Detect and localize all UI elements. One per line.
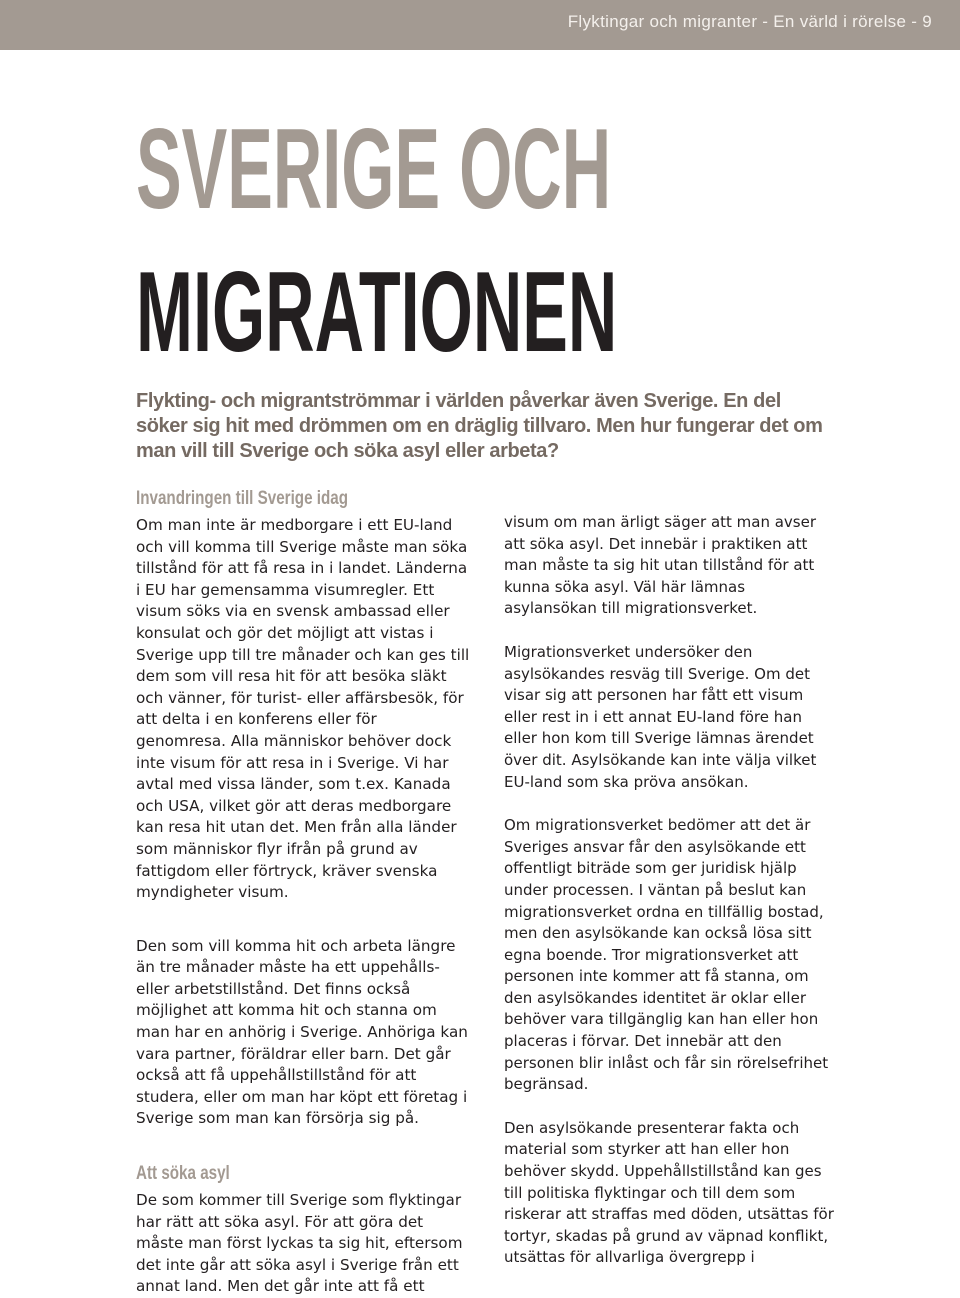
section-heading-asylum: Att söka asyl [136, 1163, 230, 1185]
body-paragraph: Migrationsverket undersöker den asylsökandes resväg till Sverige. Om det visar sig att personen har fått ett visum eller rest in i ett annat EU-land före han eller hon kom till Sverige lämnas ärendet över dit. Asylsökande kan inte välja vilket EU-land som ska pröva ansökan. [504, 642, 817, 791]
body-paragraph: visum om man ärligt säger att man avser att söka asyl. Det innebär i praktiken att man måste ta sig hit utan tillstånd för att kunna söka asyl. Väl här lämnas asylansökan till migrationsverket. [504, 513, 817, 618]
header-band [0, 0, 960, 50]
section-heading-immigration: Invandringen till Sverige idag [136, 488, 348, 509]
left-column [136, 487, 471, 1298]
lede-paragraph: Flykting- och migrantströmmar i världen påverkar även Sverige. En del söker sig hit med drömmen om en dräglig tillvaro. Men hur fungerar det om man vill till Sverige och söka asyl eller arbeta? [136, 390, 823, 462]
body-paragraph: De som kommer till Sverige som flyktingar har rätt att söka asyl. För att göra det måste man först lyckas ta sig hit, eftersom det inte går att söka asyl i Sverige från ett annat land. Men det går inte att få ett [136, 1191, 463, 1296]
body-paragraph: Om man inte är medborgare i ett EU-land och vill komma till Sverige måste man söka tillstånd för att få resa in i landet. Länderna i EU har gemensamma visumregler. Ett visum söks via en svensk ambassad eller konsulat och gör det möjligt att vistas i Sverige upp till tre månader och kan ges till dem som vill resa hit för att besöka släkt och vänner, för turist- eller affärsbesök, för att delta i en konferens eller för genomresa. Alla människor behöver dock inte visum för att resa in i Sverige. Vi har avtal med vissa länder, som t.ex. Kanada och USA, vilket gör att deras medborgare kan resa hit utan det. Men från alla länder som människor flyr ifrån på grund av fattigdom eller förtryck, kräver svenska myndigheter visum. [136, 516, 470, 902]
running-header: Flyktingar och migranter - En värld i rörelse - 9 [567, 12, 932, 31]
right-column [504, 512, 834, 1269]
body-paragraph: Den asylsökande presenterar fakta och material som styrker att han eller hon behöver skydd. Uppehållstillstånd kan ges till politiska flyktingar och till dem som riskerar att straffas med döden, utsättas för tortyr, skadas på grund av väpnad konflikt, utsättas för allvarliga övergrepp i [504, 1118, 834, 1267]
page-title-line-2: MIGRATIONEN [136, 249, 618, 376]
page-title-line-1: SVERIGE OCH [136, 106, 612, 233]
body-paragraph: Om migrationsverket bedömer att det är Sveriges ansvar får den asylsökande ett offentligt biträde som ger juridisk hjälp under processen. I väntan på beslut kan migrationsverket ordna en tillfällig bostad, men den asylsökande kan också lösa sitt egna boende. Tror migrationsverket att personen inte kommer att få stanna, om den asylsökandes identitet är oklar eller behöver vara tillgänglig kan han eller hon placeras i förvar. Det innebär att den personen blir inlåst och får sin rörelsefrihet begränsad. [504, 816, 829, 1094]
body-paragraph: Den som vill komma hit och arbeta längre än tre månader måste ha ett uppehålls- eller arbetstillstånd. Det finns också möjlighet att komma hit och stanna om man har en anhörig i Sverige. Anhöriga kan vara partner, föräldrar eller barn. Det går också att få uppehållstillstånd för att studera, eller om man har köpt ett företag i Sverige som man kan försörja sig på. [136, 936, 468, 1128]
